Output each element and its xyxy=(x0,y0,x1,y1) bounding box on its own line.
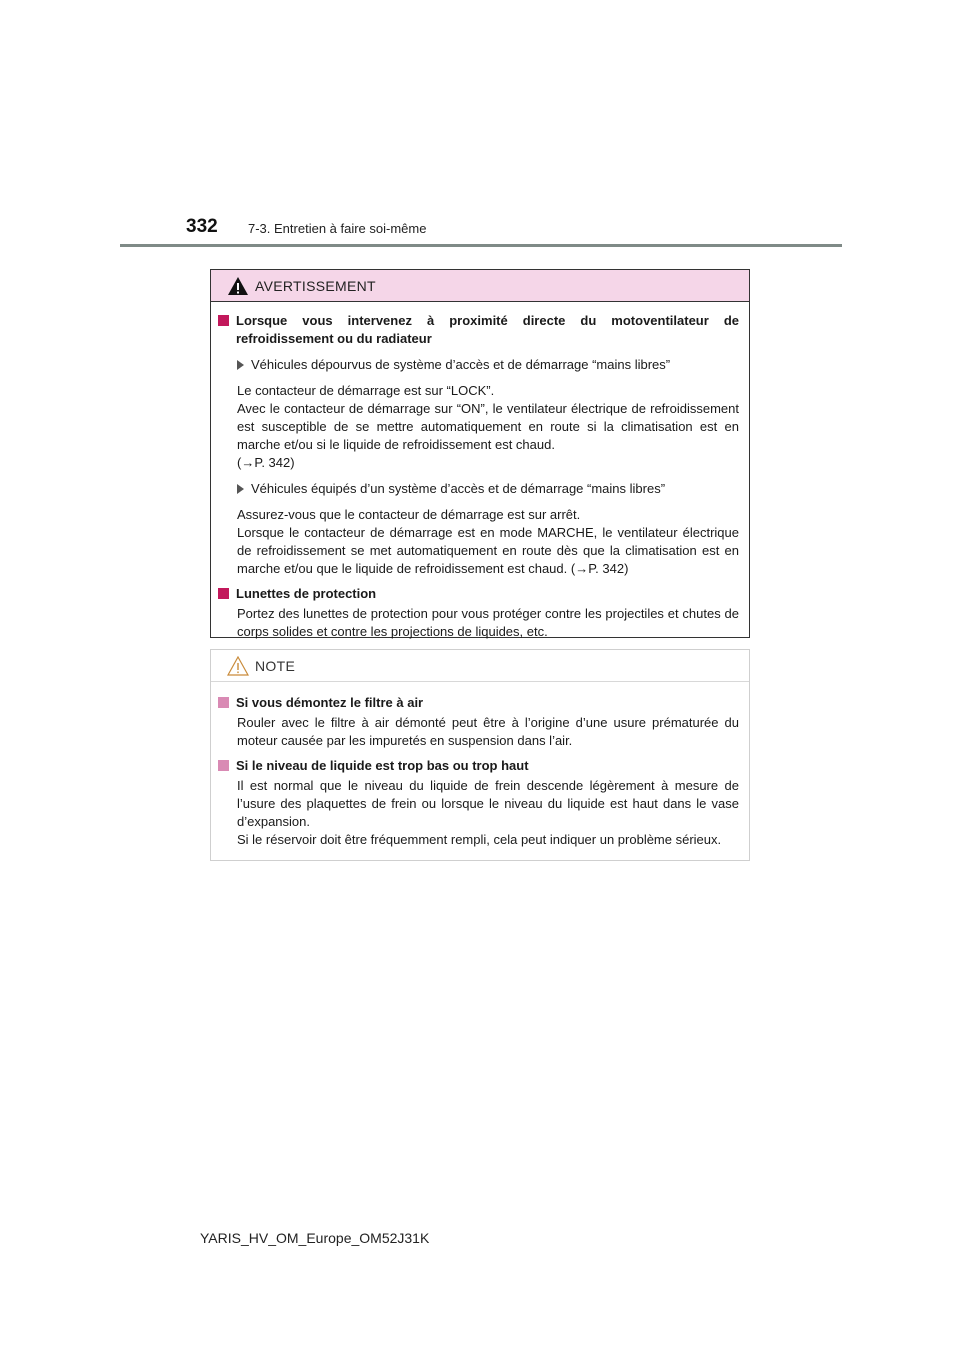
warning-body xyxy=(211,302,749,641)
note-para-2a: Il est normal que le niveau du liquide de frein descende légèrement à mesure de l’usure des plaquettes de frein ou lorsque le niveau du liquide est haut dans le vase d’expansion. xyxy=(237,778,739,829)
note-body xyxy=(211,682,749,849)
note-item-1 xyxy=(218,694,739,712)
arrow-right-icon xyxy=(237,360,244,370)
header-rule xyxy=(120,244,842,247)
warning-box xyxy=(210,269,750,638)
section-title: 7-3. Entretien à faire soi-même xyxy=(248,221,427,236)
page-number: 332 xyxy=(186,216,218,237)
warning-para-1a: Le contacteur de démarrage est sur “LOCK”. xyxy=(237,383,495,398)
note-triangle-icon xyxy=(227,656,249,676)
square-bullet-icon xyxy=(218,697,229,708)
warning-sub-1-text: Véhicules dépourvus de système d’accès et de démarrage “mains libres” xyxy=(251,357,671,372)
warning-header xyxy=(211,270,749,302)
note-para-1: Rouler avec le filtre à air démonté peut être à l’origine d’une usure prématurée du moteur causée par les impuretés en suspension dans l’air. xyxy=(237,715,739,748)
arrow-right-icon xyxy=(237,484,244,494)
note-item-1-heading: Si vous démontez le filtre à air xyxy=(236,695,424,710)
warning-sub-1 xyxy=(237,356,739,374)
note-item-2-heading: Si le niveau de liquide est trop bas ou trop haut xyxy=(236,758,529,773)
square-bullet-icon xyxy=(218,760,229,771)
warning-sub-2-text: Véhicules équipés d’un système d’accès et de démarrage “mains libres” xyxy=(251,481,666,496)
warning-item-2-heading: Lunettes de protection xyxy=(236,586,377,601)
note-para-2b: Si le réservoir doit être fréquemment rempli, cela peut indiquer un problème sérieux. xyxy=(237,832,722,847)
square-bullet-icon xyxy=(218,315,229,326)
warning-triangle-icon xyxy=(227,276,249,296)
warning-sub-2 xyxy=(237,480,739,498)
note-title: NOTE xyxy=(255,657,296,674)
square-bullet-icon xyxy=(218,588,229,599)
note-item-2 xyxy=(218,757,739,775)
warning-para-2b: Lorsque le contacteur de démarrage est en mode MARCHE, le ventilateur électrique de refroidissement se met automatiquement en route dès que la climatisation est en marche et/ou que le liquide de refroidissement est chaud. (→P. 342) xyxy=(237,525,739,576)
warning-item-2 xyxy=(218,585,739,603)
note-box xyxy=(210,649,750,861)
warning-para-1b: Avec le contacteur de démarrage sur “ON”, le ventilateur électrique de refroidissement est susceptible de se mettre automatiquement en route si la climatisation est en marche et/ou si le liquide de refroidissement est chaud. xyxy=(237,401,739,452)
warning-para-2a: Assurez-vous que le contacteur de démarrage est sur arrêt. xyxy=(237,507,581,522)
warning-para-1-ref: (→P. 342) xyxy=(237,455,295,470)
warning-item-1-heading: Lorsque vous intervenez à proximité directe du motoventilateur de refroidissement ou du radiateur xyxy=(236,313,739,346)
note-header xyxy=(211,650,749,682)
warning-para-3: Portez des lunettes de protection pour vous protéger contre les projectiles et chutes de corps solides et contre les projections de liquides, etc. xyxy=(237,606,739,639)
footer-doc-id: YARIS_HV_OM_Europe_OM52J31K xyxy=(200,1230,430,1246)
warning-title: AVERTISSEMENT xyxy=(255,277,376,294)
warning-item-1 xyxy=(218,312,739,348)
